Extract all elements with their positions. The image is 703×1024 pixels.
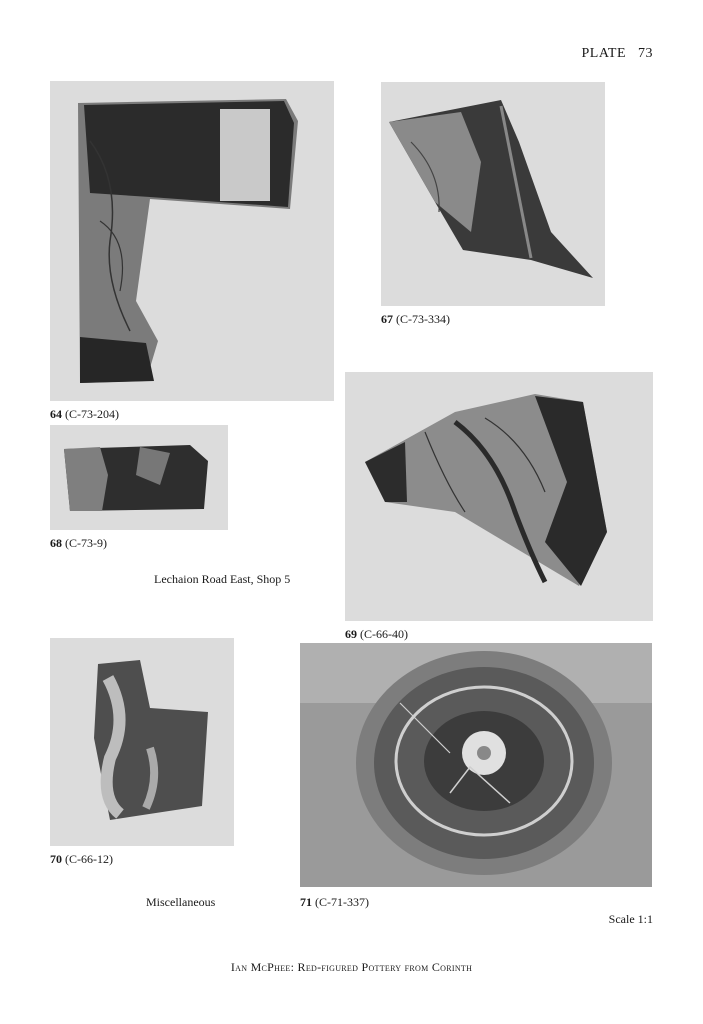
caption-fig-69 — [345, 627, 408, 642]
photo-fig-64 — [50, 81, 334, 401]
fig-inventory: (C-73-204) — [65, 407, 119, 421]
caption-fig-71 — [300, 895, 369, 910]
fig-inventory: (C-66-40) — [360, 627, 408, 641]
photo-fig-68 — [50, 425, 228, 530]
photo-fig-70 — [50, 638, 234, 846]
plate-label: PLATE — [581, 46, 626, 61]
fig-inventory: (C-73-9) — [65, 536, 107, 550]
fig-number: 68 — [50, 536, 62, 550]
fig-number: 69 — [345, 627, 357, 641]
fig-inventory: (C-66-12) — [65, 852, 113, 866]
fig-inventory: (C-71-337) — [315, 895, 369, 909]
fig-number: 71 — [300, 895, 312, 909]
section-lechaion: Lechaion Road East, Shop 5 — [154, 572, 291, 586]
caption-fig-70 — [50, 852, 113, 867]
photo-fig-71 — [300, 643, 652, 887]
scale-note: Scale 1:1 — [608, 912, 653, 926]
caption-fig-67 — [381, 312, 450, 327]
running-footer: Ian McPhee: Red-figured Pottery from Corinth — [230, 960, 473, 974]
fig-number: 70 — [50, 852, 62, 866]
section-misc: Miscellaneous — [146, 895, 216, 909]
plate-number: 73 — [638, 46, 653, 61]
fig-inventory: (C-73-334) — [396, 312, 450, 326]
caption-fig-68 — [50, 536, 107, 551]
caption-fig-64 — [50, 407, 119, 422]
fig-number: 67 — [381, 312, 393, 326]
plate-header — [582, 46, 654, 62]
fig-number: 64 — [50, 407, 62, 421]
photo-fig-67 — [381, 82, 605, 306]
photo-fig-69 — [345, 372, 653, 621]
